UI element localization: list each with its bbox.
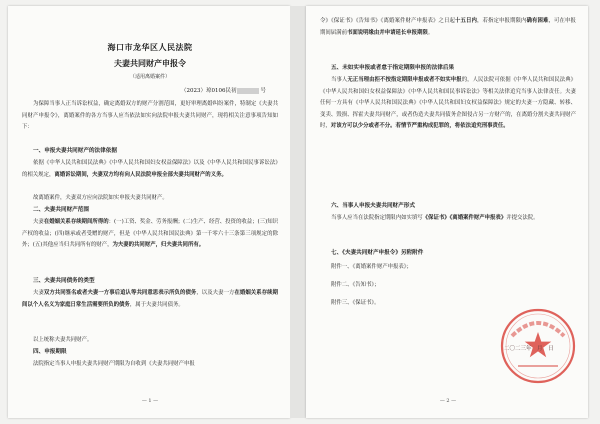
intro-paragraph: 为保障当事人正当诉讼权益，确定离婚双方的财产分割范围，更好审理离婚纠纷案件，特制定《夫妻共同财产申报令》，离婚案件的各方当事人应当依法如实向法院申报夫妻共同财产，现将相关注意事项告知如下： <box>22 101 278 130</box>
section-6-heading: 六、当事人申报夫妻共同财产形式 <box>331 203 415 209</box>
section-7-heading: 七、《夫妻共同财产申报令》另附附件 <box>331 250 424 256</box>
page-gutter <box>290 6 306 418</box>
section-5-paragraph: 当事人无正当理由拒不按指定期限申报或者不如实申报的，人民法院可依据《中华人民共和国民法典》《中华人民共和国妇女权益保障法》《中华人民共和国民事诉讼法》等相关法律追究当事人法律责任。夫妻任何一方具有《中华人民共和国民法典》《中华人民共和国妇女权益保障法》规定的夫妻一方隐藏、转移、变卖、毁损、挥霍夫妻共同财产，或者伪造夫妻共同债务企图侵占另一方财产的，在离婚分割夫妻共同财产时，对该方可以少分或者不分。若情节严重构成犯罪的，将依法追究刑事责任。 <box>320 77 576 129</box>
case-number: （2023）琼0106民初 号 <box>180 88 266 94</box>
section-5-heading: 五、未如实申报或者怠于指定期限申报的法律后果 <box>331 65 455 71</box>
section-1-paragraph-2: 故离婚案件，夫妻双方应向法院如实申报夫妻共同财产。 <box>33 195 168 201</box>
section-2-heading: 二、夫妻共同财产范围 <box>33 207 89 213</box>
section-4-heading: 四、申报期限 <box>33 349 67 355</box>
section-1-paragraph: 依据《中华人民共和国民法典》《中华人民共和国妇女权益保障法》以及《中华人民共和国民事诉讼法》的相关规定，离婚诉讼期间，夫妻双方均有向人民法院申报全部夫妻共同财产的义务。 <box>22 160 278 178</box>
section-6-paragraph: 当事人应当在法院指定期限内如实填写《保证书》《离婚案件财产申报表》并提交法院。 <box>331 215 539 221</box>
page-2 <box>306 6 588 418</box>
section-3-paragraph: 夫妻双方共同签名或者夫妻一方事后追认等共同意思表示所负的债务，以及夫妻一方在婚姻关系存续期间以个人名义为家庭日常生活需要所负的债务，属于夫妻共同债务。 <box>22 290 278 308</box>
section-1-heading: 一、申报夫妻共同财产的法律依据 <box>33 148 117 154</box>
attachment-2: 附件二、《告知书》； <box>331 282 380 288</box>
court-name: 海口市龙华区人民法院 <box>107 42 193 52</box>
section-2-paragraph: 夫妻在婚姻关系存续期间所得的：(一)工资、奖金、劳务报酬；(二)生产、经营、投资的收益；(三)知识产权的收益；(四)继承或者受赠的财产，但是《中华人民共和国民法典》第一千零六十三条第三项规定的除外；(五)其他应当归共同所有的财产，为夫妻的共同财产，归夫妻共同所有。 <box>22 219 278 248</box>
page-number: — 2 — <box>439 398 457 404</box>
page-1 <box>8 6 290 418</box>
document-subtitle: （适用离婚案件） <box>129 74 170 80</box>
section-3-paragraph-2: 以上统称夫妻共同财产。 <box>33 337 93 343</box>
attachment-1: 附件一、《离婚案件财产申报表》； <box>331 264 412 270</box>
section-3-heading: 三、夫妻共同债务的类型 <box>33 278 95 284</box>
section-4-paragraph: 法院指定当事人申报夫妻共同财产期限为自收到《夫妻共同财产申报 <box>33 361 195 367</box>
attachment-3: 附件三、《保证书》。 <box>331 300 380 306</box>
section-4-continued: 令》《保证书》《告知书》《离婚案件财产申报表》之日起十五日内，若指定申报期限内确有困难，可在申报期间届满前书面说明缘由并申请延长申报期限。 <box>320 18 576 36</box>
page-number: — 1 — <box>141 398 159 404</box>
redacted-number <box>237 88 259 94</box>
document-title: 夫妻共同财产申报令 <box>114 58 186 68</box>
seal-date: 二〇二三年 月 日 <box>504 346 554 352</box>
